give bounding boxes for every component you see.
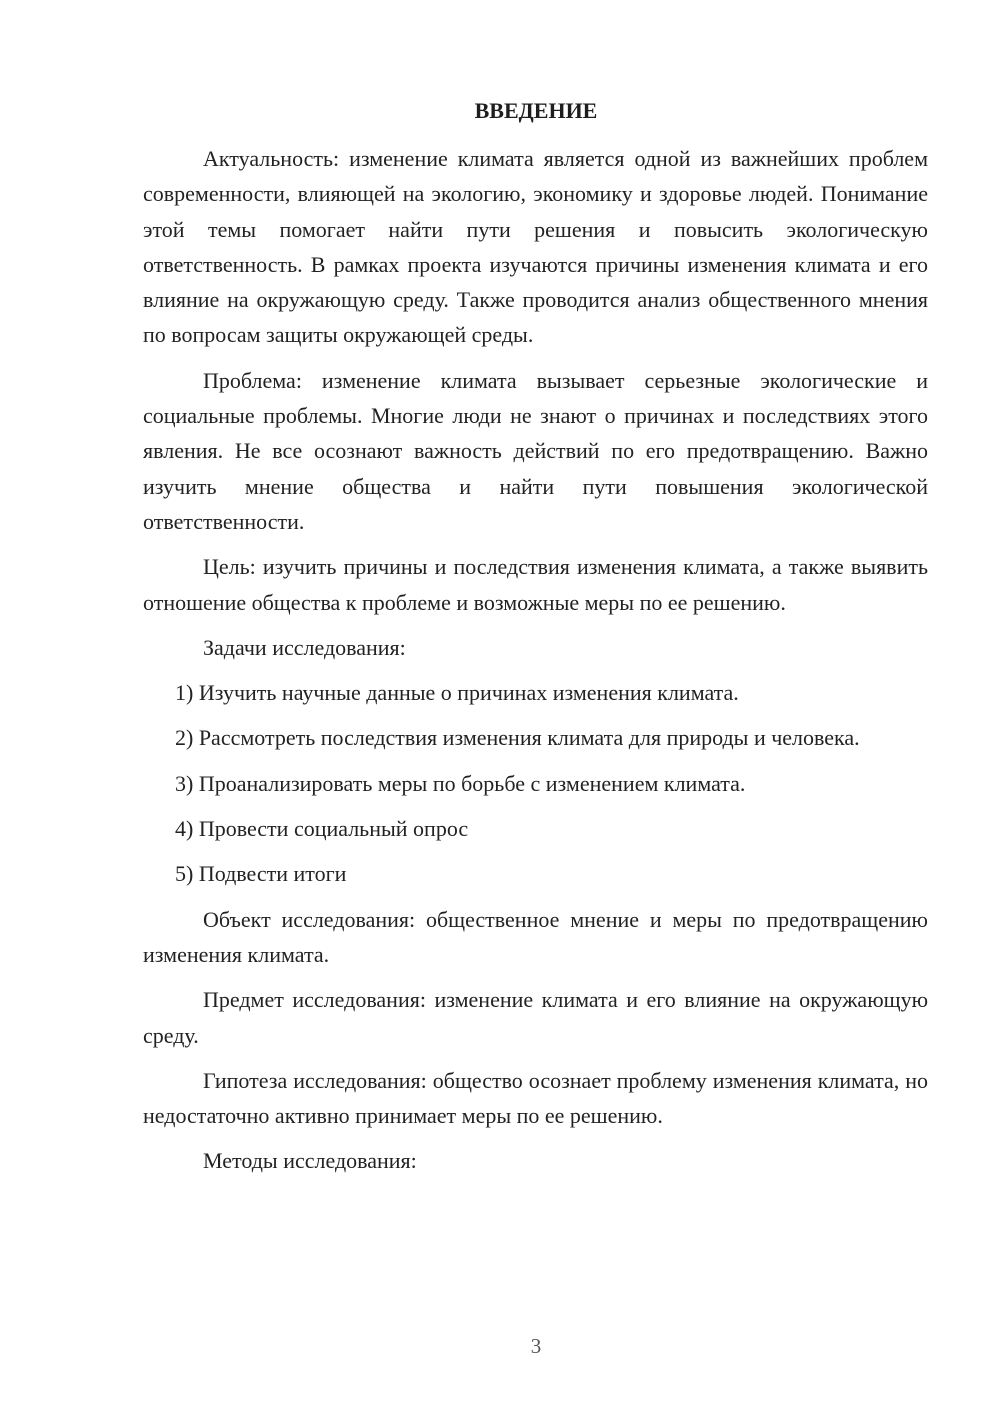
document-body [143,141,928,1189]
task-item-3: 3) Проанализировать меры по борьбе с изменением климата. [175,770,746,796]
page-title: ВВЕДЕНИЕ [474,98,598,123]
paragraph-problem: Проблема: изменение климата вызывает серьезные экологические и социальные проблемы. Многие люди не знают о причинах и последствиях этого явления. Не все осознают важность действий по его предотвращению. Важно изучить мнение общества и найти пути повышения экологической ответственности. [143,367,928,534]
paragraph-subject: Предмет исследования: изменение климата и его влияние на окружающую среду. [143,987,928,1048]
paragraph-object: Объект исследования: общественное мнение и меры по предотвращению изменения климата. [143,906,928,967]
methods-heading: Методы исследования: [203,1148,417,1174]
tasks-heading: Задачи исследования: [203,634,406,660]
task-item-2: 2) Рассмотреть последствия изменения климата для природы и человека. [175,725,860,751]
paragraph-hypothesis: Гипотеза исследования: общество осознает проблему изменения климата, но недостаточно активно принимает меры по ее решению. [143,1067,928,1129]
paragraph-goal: Цель: изучить причины и последствия изменения климата, а также выявить отношение общества к проблеме и возможные меры по ее решению. [143,554,928,615]
task-item-5: 5) Подвести итоги [175,861,347,887]
task-item-4: 4) Провести социальный опрос [175,816,469,842]
tasks-list [143,675,928,891]
page-number: 3 [530,1334,542,1358]
task-item-1: 1) Изучить научные данные о причинах изменения климата. [175,680,739,706]
paragraph-relevance: Актуальность: изменение климата является одной из важнейших проблем современности, влияющей на экологию, экономику и здоровье людей. Понимание этой темы помогает найти пути решения и повысить экологическую ответственность. В рамках проекта изучаются причины изменения климата и его влияние на окружающую среду. Также проводится анализ общественного мнения по вопросам защиты окружающей среды. [143,146,928,348]
